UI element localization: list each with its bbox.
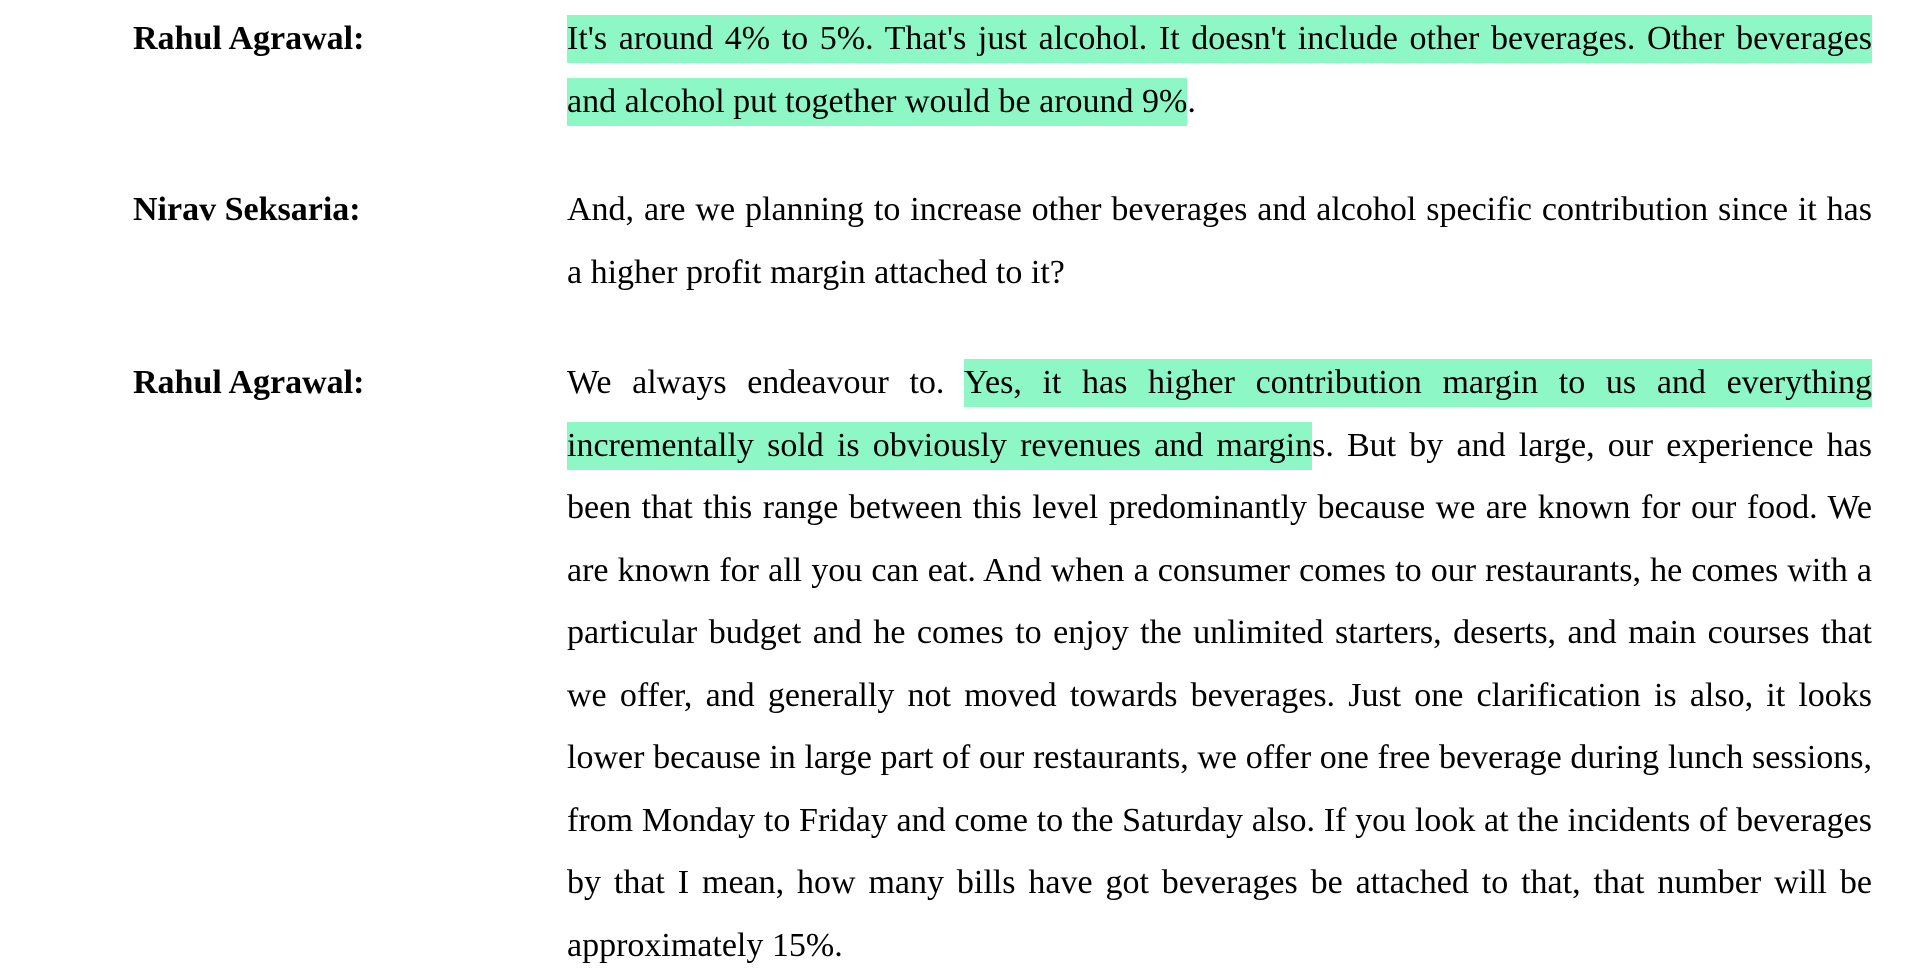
speech-segment: s. But by and large, our experience has been that this range between this level predominantly because we are known for our food. We are known for all you can eat. And when a consumer comes to our restaurants, he comes with a particular budget and he comes to enjoy the unlimited starters, deserts, and main courses that we offer, and generally not moved towards beverages. Just one clarification is also, it looks lower because in large part of our restaurants, we offer one free beverage during lunch sessions, from Monday to Friday and come to the Saturday also. If you look at the incidents of beverages by that I mean, how many bills have got beverages be attached to that, that number will be approximately 15%. (567, 426, 1872, 964)
speech-text (567, 179, 1872, 304)
speaker-name: Rahul Agrawal: (133, 20, 365, 57)
speech-text (567, 8, 1872, 133)
speech-segment: . (1187, 82, 1196, 120)
highlighted-text: Yes, it has higher contribution margin to us and everything incrementally sold is obviously revenues and margin (567, 359, 1872, 470)
speaker-name: Rahul Agrawal: (133, 364, 365, 401)
speech-segment: And, are we planning to increase other beverages and alcohol specific contribution since it has a higher profit margin attached to it? (567, 191, 1872, 291)
speech-segment: We always endeavour to. (567, 364, 964, 401)
highlighted-text: It's around 4% to 5%. That's just alcohol. It doesn't include other beverages. Other beverages and alcohol put together would be around 9% (567, 15, 1872, 126)
speech-text (567, 352, 1872, 977)
speaker-name: Nirav Seksaria: (133, 191, 361, 228)
